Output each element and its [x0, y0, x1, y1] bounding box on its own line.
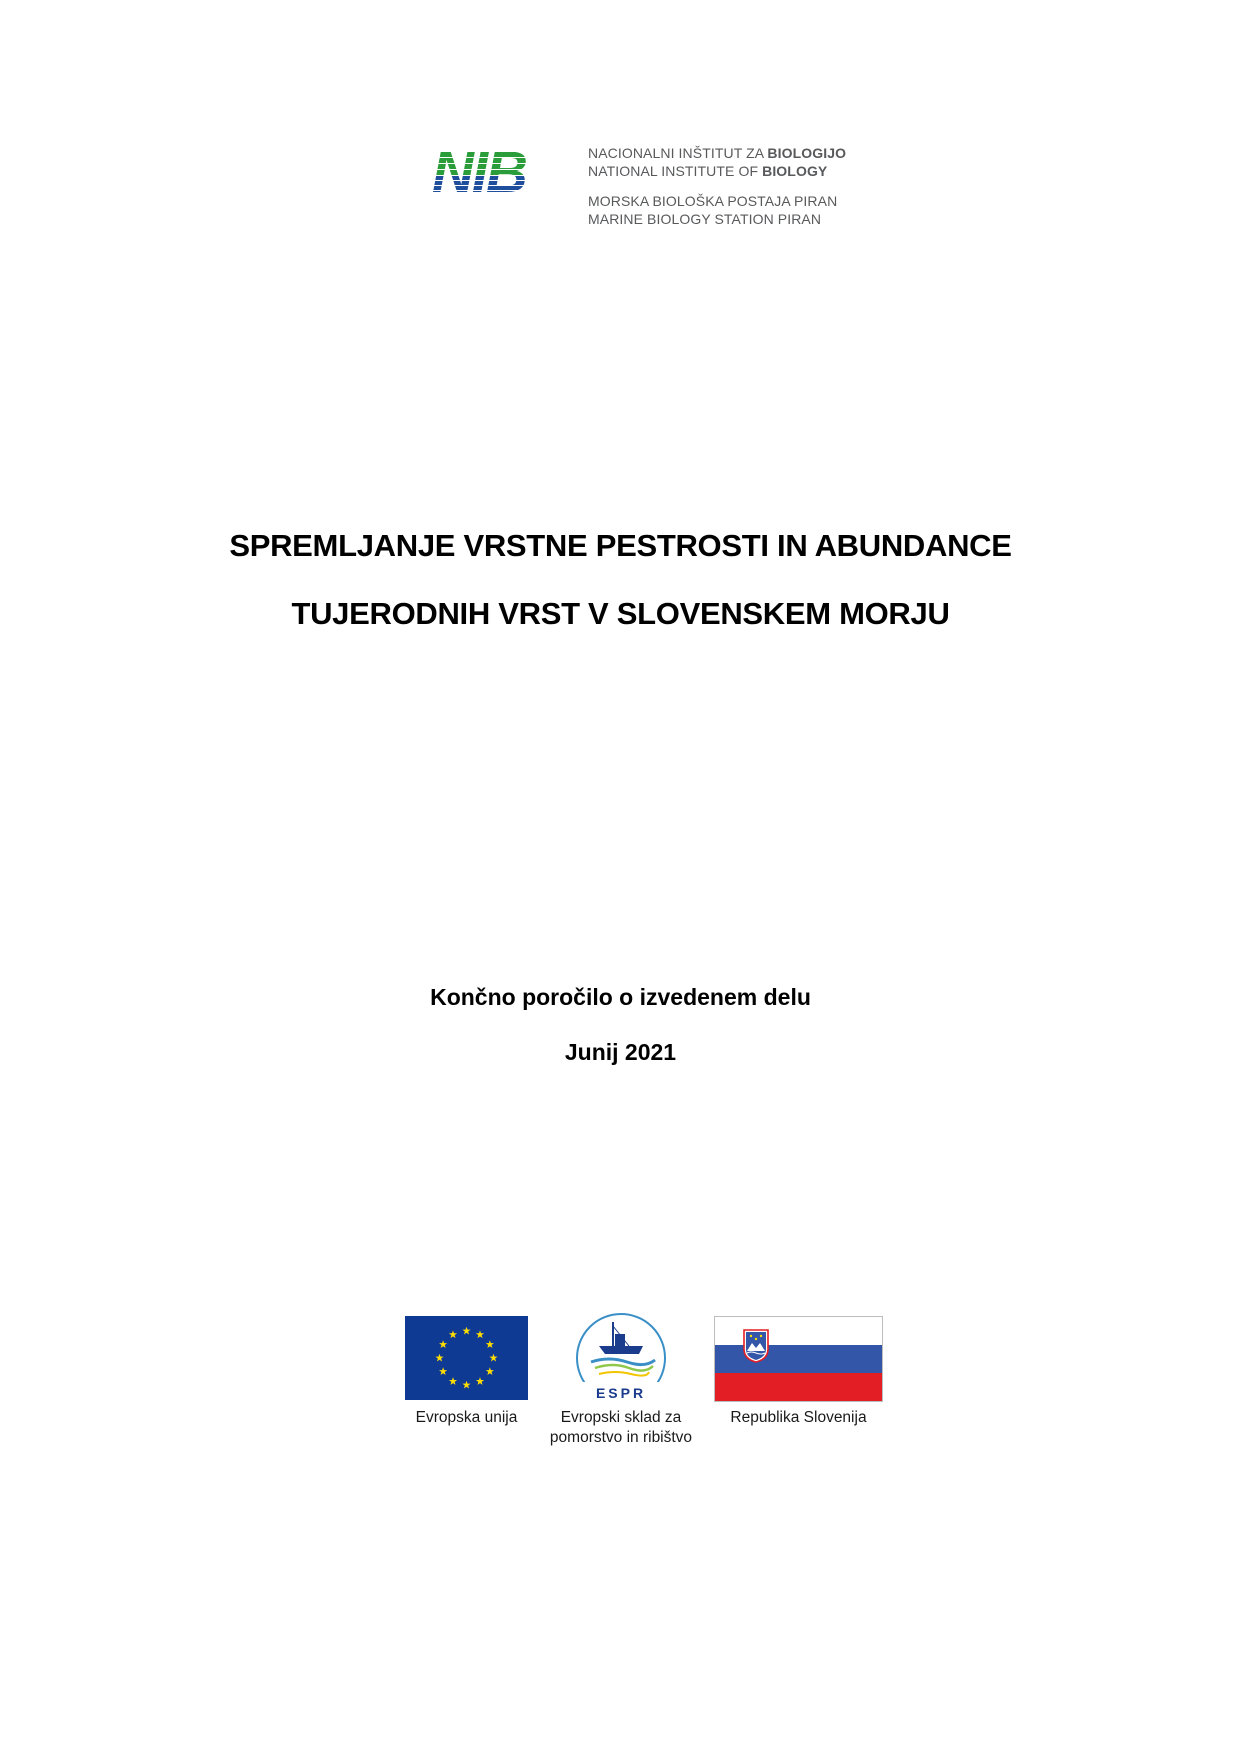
eu-star-icon — [489, 1354, 497, 1362]
eu-flag-icon — [405, 1316, 528, 1400]
report-type: Končno poročilo o izvedenem delu — [430, 984, 811, 1010]
eu-star-icon — [439, 1340, 447, 1348]
espr-caption-line-2: pomorstvo in ribištvo — [549, 1429, 693, 1446]
espr-logo-icon — [569, 1312, 673, 1404]
slovenia-flag-icon — [714, 1316, 883, 1402]
report-date: Junij 2021 — [564, 1039, 677, 1065]
eu-star-icon — [486, 1340, 494, 1348]
document-title-line-1: SPREMLJANJE VRSTNE PESTROSTI IN ABUNDANCE — [229, 528, 1012, 563]
nib-institute-name — [588, 144, 846, 228]
slovenia-coat-of-arms-icon — [743, 1329, 769, 1363]
document-title-line-2: TUJERODNIH VRST V SLOVENSKEM MORJU — [291, 596, 950, 631]
espr-caption — [529, 1408, 713, 1448]
eu-star-icon — [476, 1377, 484, 1385]
svg-text:ESPR: ESPR — [595, 1385, 647, 1401]
eu-caption: Evropska unija — [415, 1409, 518, 1426]
eu-star-icon — [439, 1367, 447, 1375]
nib-line-2: NATIONAL INSTITUTE OF BIOLOGY — [588, 163, 828, 179]
nib-line-1: NACIONALNI INŠTITUT ZA BIOLOGIJO — [588, 145, 847, 161]
nib-line-3: MORSKA BIOLOŠKA POSTAJA PIRAN — [588, 193, 838, 209]
eu-star-icon — [435, 1354, 443, 1362]
nib-logo — [430, 144, 850, 244]
eu-star-icon — [449, 1377, 457, 1385]
nib-line-4: MARINE BIOLOGY STATION PIRAN — [588, 211, 822, 227]
nib-logo-icon — [430, 146, 580, 196]
eu-star-icon — [462, 1381, 470, 1389]
espr-caption-line-1: Evropski sklad za — [560, 1409, 682, 1426]
eu-star-icon — [486, 1367, 494, 1375]
slovenia-caption: Republika Slovenija — [730, 1409, 867, 1426]
eu-star-icon — [449, 1330, 457, 1338]
eu-star-icon — [462, 1327, 470, 1335]
eu-star-icon — [476, 1330, 484, 1338]
